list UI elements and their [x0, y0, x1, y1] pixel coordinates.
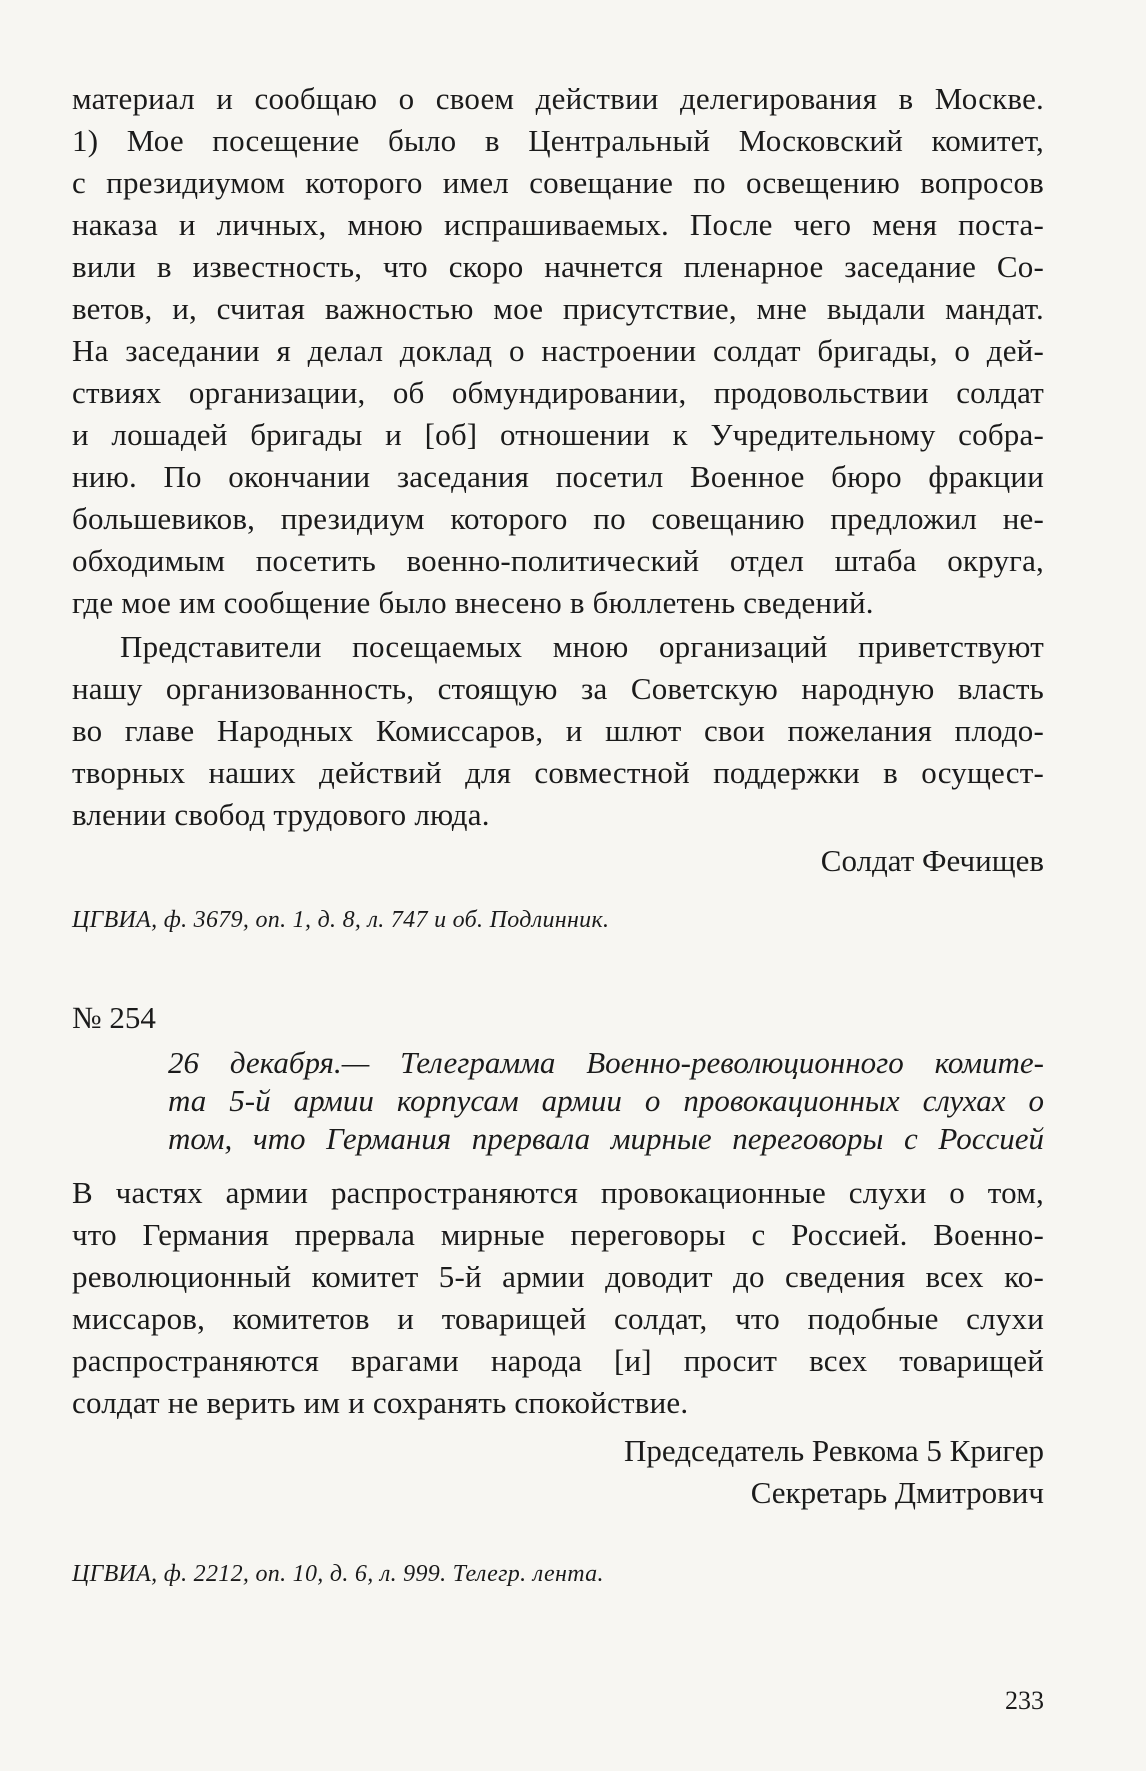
- text-line: материал и сообщаю о своем действии делегирования в Москве.: [72, 81, 1044, 116]
- text-line: что Германия прервала мирные переговоры с Россией. Военно-: [72, 1217, 1044, 1252]
- signature-chairman: Председатель Ревкома 5 Кригер: [623, 1433, 1044, 1468]
- archive-source-2: ЦГВИА, ф. 2212, оп. 10, д. 6, л. 999. Телегр. лента.: [72, 1561, 604, 1587]
- text-line: где мое им сообщение было внесено в бюллетень сведений.: [72, 585, 874, 620]
- text-line: Представители посещаемых мною организаций приветствуют: [120, 629, 1044, 664]
- signature-secretary: Секретарь Дмитрович: [750, 1475, 1044, 1510]
- text-line: обходимым посетить военно-политический отдел штаба округа,: [72, 543, 1044, 578]
- text-line: во главе Народных Комиссаров, и шлют свои пожелания плодо-: [72, 713, 1044, 748]
- page-number: 233: [1005, 1686, 1044, 1715]
- text-line: распространяются врагами народа [и] просит всех товарищей: [72, 1343, 1044, 1378]
- text-line: нию. По окончании заседания посетил Военное бюро фракции: [72, 459, 1044, 494]
- document-page: [72, 78, 1044, 1590]
- greeting-paragraph: [72, 626, 1044, 836]
- text-line: На заседании я делал доклад о настроении солдат бригады, о дей-: [72, 333, 1044, 368]
- text-line: наказа и личных, мною испрашиваемых. После чего меня поста-: [72, 207, 1044, 242]
- text-line: солдат не верить им и сохранять спокойствие.: [72, 1385, 689, 1420]
- text-line: миссаров, комитетов и товарищей солдат, что подобные слухи: [72, 1301, 1044, 1336]
- title-line: 26 декабря.— Телеграмма Военно-революционного комите-: [168, 1045, 1044, 1080]
- text-line: влении свобод трудового люда.: [72, 797, 490, 832]
- text-line: и лошадей бригады и [об] отношении к Учредительному собра-: [72, 417, 1044, 452]
- text-line: В частях армии распространяются провокационные слухи о том,: [72, 1175, 1044, 1210]
- signature-fechishchev: Солдат Фечищев: [820, 843, 1044, 878]
- telegram-body: [72, 1172, 1044, 1424]
- text-line: творных наших действий для совместной поддержки в осущест-: [72, 755, 1044, 790]
- text-line: ствиях организации, об обмундировании, продовольствии солдат: [72, 375, 1044, 410]
- document-number: № 254: [72, 1000, 156, 1035]
- text-line: с президиумом которого имел совещание по освещению вопросов: [72, 165, 1044, 200]
- document-title: [72, 1044, 1044, 1158]
- text-line: 1) Мое посещение было в Центральный Московский комитет,: [72, 123, 1044, 158]
- text-line: большевиков, президиум которого по совещанию предложил не-: [72, 501, 1044, 536]
- continuation-paragraph: [72, 78, 1044, 624]
- title-line: та 5-й армии корпусам армии о провокационных слухах о: [168, 1083, 1044, 1118]
- text-line: ветов, и, считая важностью мое присутствие, мне выдали мандат.: [72, 291, 1044, 326]
- text-line: вили в известность, что скоро начнется пленарное заседание Со-: [72, 249, 1044, 284]
- title-line: том, что Германия прервала мирные переговоры с Россией: [168, 1121, 1044, 1156]
- text-line: нашу организованность, стоящую за Советскую народную власть: [72, 671, 1044, 706]
- archive-source-1: ЦГВИА, ф. 3679, оп. 1, д. 8, л. 747 и об. Подлинник.: [72, 907, 610, 933]
- text-line: революционный комитет 5-й армии доводит до сведения всех ко-: [72, 1259, 1044, 1294]
